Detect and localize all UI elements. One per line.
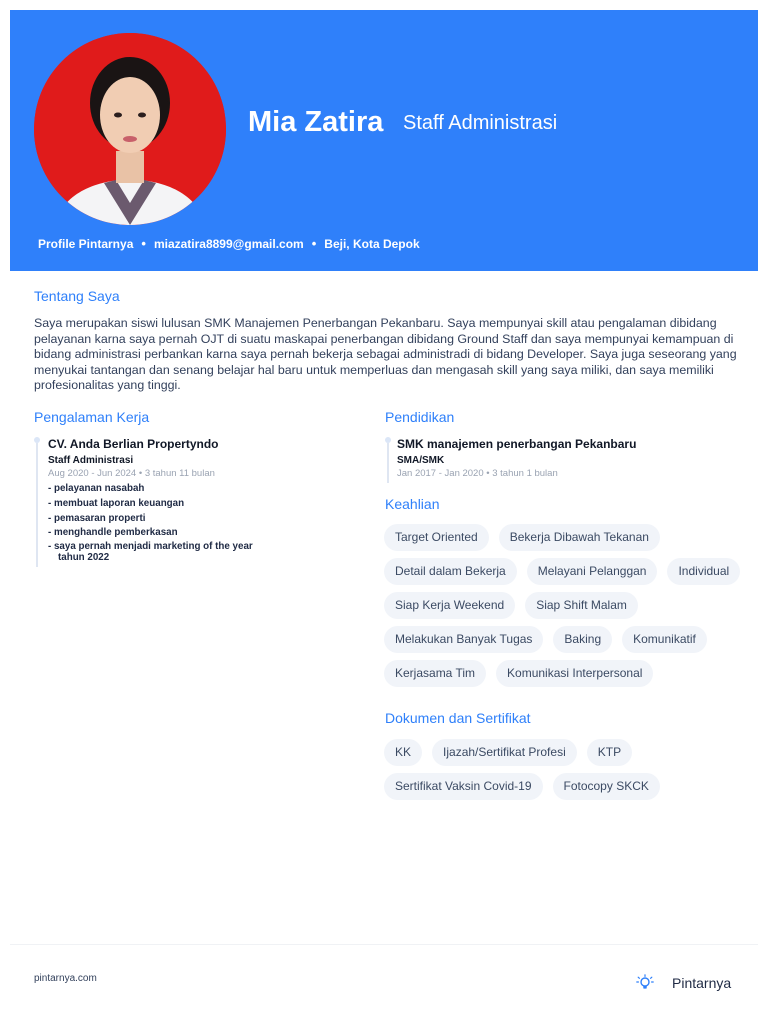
candidate-name: Mia Zatira [248, 106, 384, 138]
document-tag: KK [384, 739, 422, 766]
timeline-line [36, 443, 38, 567]
profile-header [10, 10, 758, 271]
document-tag: Ijazah/Sertifikat Profesi [432, 739, 577, 766]
skill-tag: Melayani Pelanggan [527, 558, 658, 585]
footer-url[interactable]: pintarnya.com [34, 973, 97, 984]
separator-dot: • [311, 236, 317, 251]
education-title: Pendidikan [385, 409, 455, 425]
timeline-dot [34, 437, 40, 443]
list-item: - menghandle pemberkasan [48, 527, 178, 539]
skill-tag: Target Oriented [384, 524, 489, 551]
documents-list [384, 739, 754, 807]
skill-tag: Individual [667, 558, 740, 585]
experience-title: Pengalaman Kerja [34, 409, 150, 425]
skill-tag: Bekerja Dibawah Tekanan [499, 524, 660, 551]
document-tag: Sertifikat Vaksin Covid-19 [384, 773, 543, 800]
list-item: - saya pernah menjadi marketing of the year [48, 541, 253, 553]
separator-dot: • [141, 236, 146, 251]
skill-tag: Komunikasi Interpersonal [496, 660, 653, 687]
documents-title: Dokumen dan Sertifikat [385, 710, 531, 726]
job-position: Staff Administrasi [48, 455, 134, 466]
education-period: Jan 2017 - Jan 2020 • 3 tahun 1 bulan [397, 468, 558, 479]
contact-line [38, 236, 420, 251]
document-tag: KTP [587, 739, 632, 766]
footer-brand [636, 974, 731, 992]
email-link[interactable]: miazatira8899@gmail.com [153, 236, 304, 251]
education-item [387, 437, 747, 483]
list-item: - membuat laporan keuangan [48, 497, 185, 509]
skill-tag: Baking [553, 626, 612, 653]
company-name: CV. Anda Berlian Propertyndo [48, 437, 219, 451]
document-tag: Fotocopy SKCK [553, 773, 660, 800]
skill-tag: Kerjasama Tim [384, 660, 486, 687]
job-period: Aug 2020 - Jun 2024 • 3 tahun 11 bulan [48, 468, 215, 479]
school-name: SMK manajemen penerbangan Pekanbaru [397, 437, 637, 451]
skills-title: Keahlian [385, 496, 440, 512]
brand-name: Pintarnya [672, 975, 732, 991]
timeline-line [387, 443, 389, 483]
avatar [34, 33, 226, 225]
experience-item [36, 437, 336, 567]
list-item: tahun 2022 [58, 552, 110, 564]
location-text: Beji, Kota Depok [324, 236, 420, 251]
footer-divider [10, 944, 758, 945]
skill-tag: Melakukan Banyak Tugas [384, 626, 543, 653]
about-text: Saya merupakan siswi lulusan SMK Manajemen Penerbangan Pekanbaru. Saya mempunyai skill atau pengalaman dibidang pelayanan karna saya pernah OJT di suatu maskapai penerbangan dibidang Ground Staff dan saya mempunyai kemampuan di bidang administrasi perbankan karna saya pernah bekerja sebagai administradi di bidang Developer. Saya juga seseorang yang menyukai tantangan dan senang belajar hal baru untuk memperluas dan mengasah skill yang saya miliki, dan saya memiliki profesionalitas yang tinggi. [34, 316, 737, 393]
profile-link[interactable]: Profile Pintarnya [38, 236, 134, 251]
skill-tag: Siap Shift Malam [525, 592, 638, 619]
candidate-role: Staff Administrasi [403, 112, 558, 134]
job-duties [48, 482, 253, 564]
skill-tag: Siap Kerja Weekend [384, 592, 515, 619]
about-title: Tentang Saya [34, 288, 120, 304]
lightbulb-icon [636, 974, 654, 992]
timeline-dot [385, 437, 391, 443]
skills-list [384, 524, 754, 694]
profile-photo [34, 33, 226, 225]
skill-tag: Detail dalam Bekerja [384, 558, 517, 585]
list-item: - pelayanan nasabah [48, 483, 145, 494]
education-level: SMA/SMK [397, 455, 445, 466]
skill-tag: Komunikatif [622, 626, 707, 653]
list-item: - pemasaran properti [48, 512, 146, 524]
